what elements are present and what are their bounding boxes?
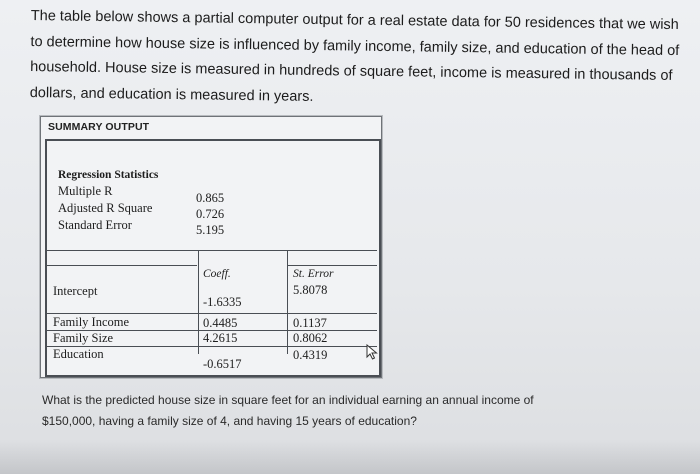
row-se-education: 0.4319 xyxy=(293,348,328,362)
intro-line: The table below shows a partial computer output for a real estate data for 50 residences that we wish xyxy=(30,7,679,34)
regression-statistics-heading: Regression Statistics xyxy=(58,169,159,181)
question-line: What is the predicted house size in square feet for an individual earning an annual income of xyxy=(42,393,534,407)
mouse-pointer-icon xyxy=(366,344,378,360)
intro-line: household. House size is measured in hundreds of square feet, income is measured in thousands of xyxy=(30,58,673,84)
row-name-intercept: Intercept xyxy=(53,284,98,298)
question-text xyxy=(42,390,682,432)
table-rule xyxy=(287,265,377,266)
table-rule xyxy=(47,250,377,251)
row-name-family-size: Family Size xyxy=(53,331,114,345)
row-se-family-size: 0.8062 xyxy=(293,331,328,345)
row-name-education: Education xyxy=(53,347,104,361)
stat-value-standard-error: 5.195 xyxy=(196,223,225,237)
header-coeff: Coeff. xyxy=(203,268,231,280)
stat-label-multiple-r: Multiple R xyxy=(58,184,113,198)
row-name-family-income: Family Income xyxy=(53,315,130,329)
row-se-intercept: 5.8078 xyxy=(293,283,328,297)
question-line: $150,000, having a family size of 4, and having 15 years of education? xyxy=(42,414,417,428)
row-coeff-family-size: 4.2615 xyxy=(203,331,238,345)
header-st-error: St. Error xyxy=(293,268,334,280)
stat-label-standard-error: Standard Error xyxy=(58,218,132,232)
problem-intro xyxy=(30,4,681,115)
stat-value-adjusted-r-square: 0.726 xyxy=(196,207,225,221)
intro-line: to determine how house size is influenced by family income, family size, and education of the head of xyxy=(30,33,680,59)
summary-title: SUMMARY OUTPUT xyxy=(48,121,150,133)
stat-label-adjusted-r-square: Adjusted R Square xyxy=(58,201,153,215)
row-se-family-income: 0.1137 xyxy=(293,316,327,330)
stat-value-multiple-r: 0.865 xyxy=(196,191,225,205)
summary-output-panel xyxy=(40,116,382,378)
table-rule xyxy=(198,250,199,354)
row-coeff-education: -0.6517 xyxy=(203,357,242,371)
row-coeff-family-income: 0.4485 xyxy=(203,316,238,330)
row-coeff-intercept: -1.6335 xyxy=(203,295,242,309)
table-rule xyxy=(47,313,377,314)
photo-edge-shadow xyxy=(0,440,700,474)
table-rule xyxy=(47,265,197,266)
intro-line: dollars, and education is measured in years. xyxy=(29,84,314,105)
